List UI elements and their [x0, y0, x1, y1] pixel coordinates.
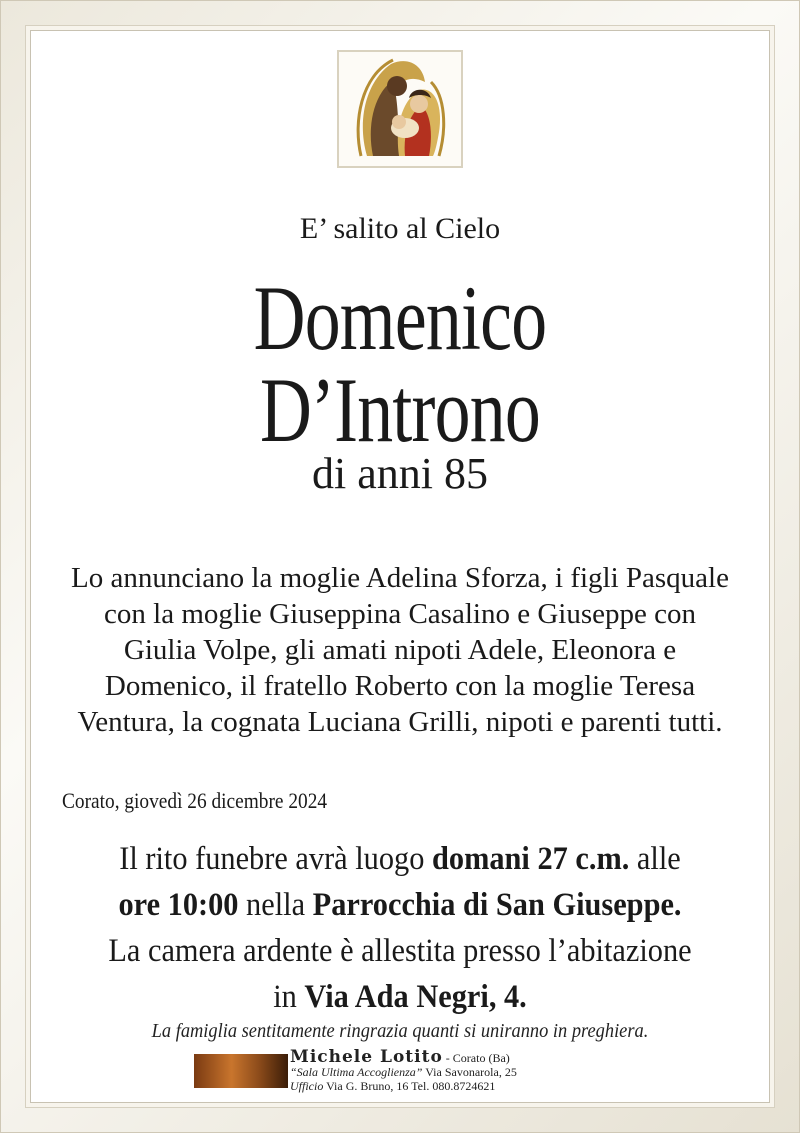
agency-office-address: Via G. Bruno, 16 Tel. 080.8724621 — [323, 1079, 496, 1093]
agency-hall: “Sala Ultima Accoglienza” — [290, 1065, 423, 1079]
service-line — [60, 882, 741, 928]
agency-name: Michele Lotito — [290, 1047, 443, 1067]
agency-office-label: Ufficio — [290, 1079, 324, 1093]
announcement-line: Giulia Volpe, gli amati nipoti Adele, Eleonora e — [123, 634, 677, 666]
service-text: alle — [629, 841, 681, 877]
announcement-line: Domenico, il fratello Roberto con la moglie Teresa — [104, 670, 696, 702]
service-line — [60, 836, 741, 882]
service-time: ore 10:00 — [118, 887, 239, 923]
deceased-age: di anni 85 — [312, 449, 488, 498]
announcement-line: Ventura, la cognata Luciana Grilli, nipoti e parenti tutti. — [77, 706, 723, 738]
announcement-text — [30, 560, 770, 740]
family-thanks: La famiglia sentitamente ringrazia quanti si uniranno in preghiera. — [151, 1020, 649, 1042]
service-text: nella — [238, 887, 313, 923]
place-date: Corato, giovedì 26 dicembre 2024 — [62, 788, 328, 813]
funeral-service-info — [60, 836, 741, 1020]
deceased-name: Domenico D’Introno — [253, 267, 547, 461]
announcement-line: con la moglie Giuseppina Casalino e Giuseppe con — [104, 598, 696, 630]
service-line: La camera ardente è allestita presso l’abitazione — [108, 933, 692, 969]
agency-logo — [194, 1054, 288, 1088]
holy-family-icon — [337, 50, 463, 168]
notice-subtitle: E’ salito al Cielo — [299, 212, 501, 245]
service-date: domani 27 c.m. — [431, 841, 630, 877]
service-address: Via Ada Negri, 4. — [304, 979, 527, 1015]
agency-hall-address: Via Savonarola, 25 — [422, 1065, 517, 1079]
service-line — [60, 974, 741, 1020]
service-text: in — [273, 979, 305, 1015]
announcement-line: Lo annunciano la moglie Adelina Sforza, i figli Pasquale — [71, 562, 729, 594]
service-text: Il rito funebre avrà luogo — [119, 841, 432, 877]
service-church: Parrocchia di San Giuseppe. — [312, 887, 682, 923]
agency-details — [290, 1047, 517, 1093]
agency-city: - Corato (Ba) — [442, 1051, 510, 1065]
funeral-agency — [192, 1047, 612, 1093]
